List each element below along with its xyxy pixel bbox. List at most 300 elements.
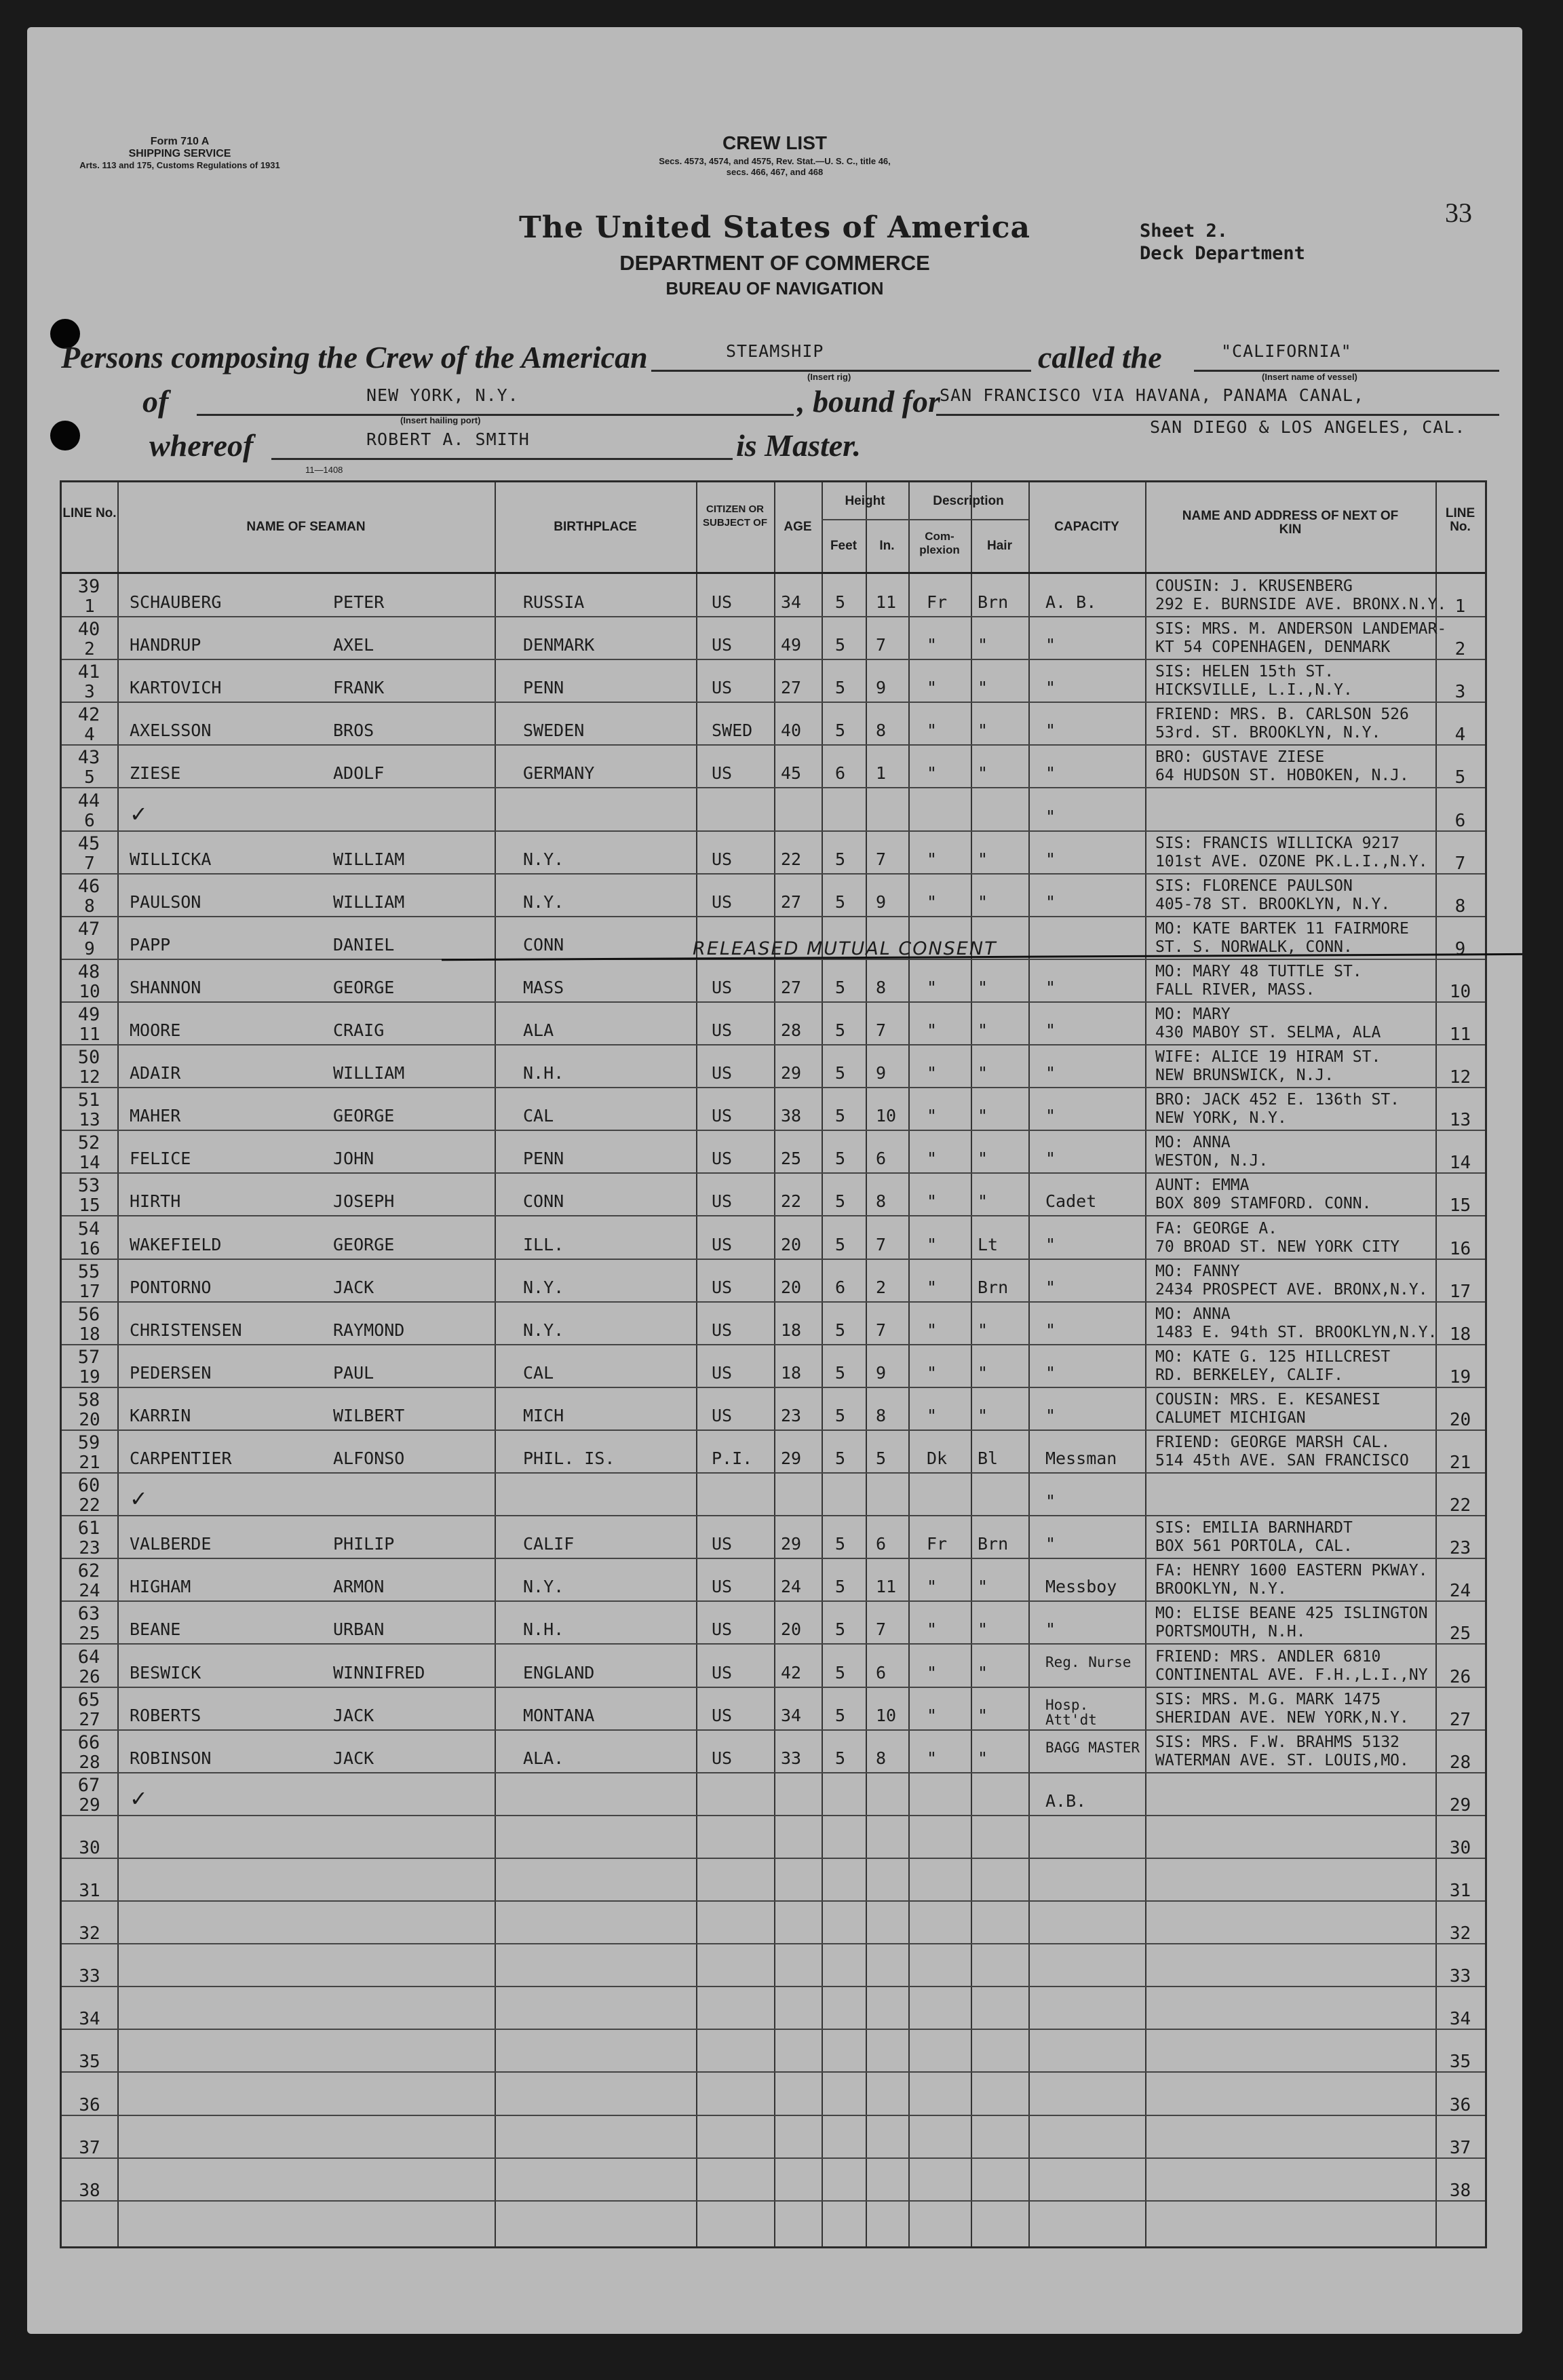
next-of-kin-address: 430 MABOY ST. SELMA, ALA — [1155, 1024, 1381, 1041]
next-of-kin-name: FRIEND: MRS. B. CARLSON 526 — [1155, 706, 1409, 724]
next-of-kin-address: 405-78 ST. BROOKLYN, N.Y. — [1155, 895, 1391, 913]
line-number-right: 25 — [1449, 1624, 1471, 1645]
seaman-surname: PAULSON — [130, 891, 201, 912]
hair: " — [978, 1577, 988, 1597]
complexion: " — [927, 1320, 938, 1340]
statute-line-1: Secs. 4573, 4574, and 4575, Rev. Stat.—U. S. C., title 46, — [659, 156, 891, 166]
birthplace: PENN — [523, 1149, 564, 1169]
birthplace: CAL — [523, 1362, 554, 1383]
seaman-surname: ROBERTS — [130, 1705, 201, 1725]
next-of-kin-address: SHERIDAN AVE. NEW YORK,N.Y. — [1155, 1708, 1409, 1727]
next-of-kin-name: MO: ANNA — [1155, 1134, 1231, 1152]
height-feet: 5 — [835, 1705, 846, 1725]
height-inches: 2 — [876, 1277, 887, 1297]
seaman-surname: ZIESE — [130, 763, 181, 784]
age: 40 — [781, 721, 802, 741]
crew-serial-number: 61 — [77, 1518, 100, 1539]
birthplace: N.Y. — [523, 849, 564, 869]
seaman-given-name: CRAIG — [333, 1020, 385, 1040]
hair: " — [978, 1063, 988, 1083]
capacity: " — [1045, 1534, 1056, 1554]
height-inches: 5 — [876, 1448, 887, 1468]
line-number-right: 37 — [1449, 2137, 1471, 2158]
age: 20 — [781, 1234, 802, 1254]
crew-serial-number: 54 — [77, 1218, 100, 1240]
document-heading: The United States of America — [518, 210, 1031, 245]
hair: " — [978, 1619, 988, 1640]
label-persons: Persons composing the Crew of the American — [61, 340, 648, 375]
next-of-kin-name: MO: MARY — [1155, 1005, 1231, 1023]
line-number: 11 — [79, 1024, 100, 1045]
vessel-rig: STEAMSHIP — [726, 341, 824, 361]
crew-serial-number: 60 — [77, 1475, 100, 1497]
birthplace: MICH — [523, 1405, 564, 1425]
citizenship: US — [712, 635, 733, 655]
label-called: called the — [1038, 340, 1162, 375]
line-number-right: 21 — [1449, 1453, 1471, 1473]
hair: " — [978, 1405, 988, 1425]
seaman-given-name: AXEL — [333, 635, 374, 655]
next-of-kin-name: SIS: HELEN 15th ST. — [1155, 663, 1334, 681]
seaman-surname: WILLICKA — [130, 849, 212, 869]
line-number-right: 7 — [1454, 853, 1466, 874]
next-of-kin-address: CONTINENTAL AVE. F.H.,L.I.,NY — [1155, 1666, 1428, 1684]
line-number-right: 38 — [1449, 2180, 1471, 2201]
next-of-kin-name: WIFE: ALICE 19 HIRAM ST. — [1155, 1048, 1381, 1067]
vessel-name: "CALIFORNIA" — [1221, 341, 1352, 361]
next-of-kin-name: AUNT: EMMA — [1155, 1176, 1250, 1195]
height-feet: 5 — [835, 635, 846, 655]
next-of-kin-name: SIS: MRS. M. ANDERSON LANDEMAR- — [1155, 620, 1447, 638]
age: 49 — [781, 635, 802, 655]
line-number-right: 28 — [1449, 1752, 1471, 1773]
table-row — [62, 1816, 1485, 1859]
line-number-right: 36 — [1449, 2094, 1471, 2115]
header-height: Height — [845, 494, 885, 508]
capacity: " — [1045, 763, 1056, 784]
height-feet: 5 — [835, 1320, 846, 1340]
line-number: 10 — [79, 981, 100, 1002]
header-age: AGE — [784, 520, 812, 534]
sheet-number: Sheet 2. — [1140, 220, 1229, 242]
line-number-right: 20 — [1449, 1409, 1471, 1430]
label-is-master: is Master. — [736, 428, 862, 463]
seaman-surname: CARPENTIER — [130, 1448, 232, 1468]
line-number-right: 15 — [1449, 1195, 1471, 1216]
capacity: " — [1045, 1619, 1056, 1640]
height-feet: 5 — [835, 891, 846, 912]
height-feet: 5 — [835, 721, 846, 741]
line-number: 37 — [79, 2137, 100, 2158]
citizenship: US — [712, 1020, 733, 1040]
height-inches: 11 — [876, 592, 897, 612]
header-capacity: CAPACITY — [1054, 520, 1119, 534]
citizenship: US — [712, 1748, 733, 1768]
header-name: NAME OF SEAMAN — [246, 520, 366, 534]
height-inches: 9 — [876, 1063, 887, 1083]
next-of-kin-address: KT 54 COPENHAGEN, DENMARK — [1155, 638, 1391, 657]
complexion: " — [927, 1705, 938, 1725]
birthplace: CONN — [523, 1191, 564, 1212]
line-number-right: 31 — [1449, 1881, 1471, 1901]
seaman-given-name: PAUL — [333, 1362, 374, 1383]
capacity: " — [1045, 849, 1056, 869]
capacity: A.B. — [1045, 1790, 1087, 1811]
page-number: 33 — [1445, 197, 1472, 228]
form-regulations: Arts. 113 and 175, Customs Regulations of 1931 — [79, 160, 280, 170]
master-name: ROBERT A. SMITH — [366, 429, 530, 449]
hair: " — [978, 1149, 988, 1169]
capacity: " — [1045, 1234, 1056, 1254]
next-of-kin-address: NEW BRUNSWICK, N.J. — [1155, 1067, 1334, 1085]
next-of-kin-address: HICKSVILLE, L.I.,N.Y. — [1155, 681, 1353, 699]
next-of-kin-address: 1483 E. 94th ST. BROOKLYN,N.Y. — [1155, 1323, 1437, 1341]
next-of-kin-address: CALUMET MICHIGAN — [1155, 1408, 1306, 1427]
height-feet: 6 — [835, 1277, 846, 1297]
crew-serial-number: 41 — [77, 661, 100, 683]
line-number-right: 5 — [1454, 767, 1466, 788]
height-inches: 6 — [876, 1662, 887, 1683]
department-note: Deck Department — [1140, 243, 1305, 264]
table-row — [62, 1174, 1485, 1216]
height-feet: 5 — [835, 1748, 846, 1768]
complexion: " — [927, 678, 938, 698]
next-of-kin-address: PORTSMOUTH, N.H. — [1155, 1623, 1306, 1641]
department-name: DEPARTMENT OF COMMERCE — [619, 251, 930, 275]
complexion: " — [927, 635, 938, 655]
line-number-right: 30 — [1449, 1837, 1471, 1858]
line-number: 8 — [84, 896, 95, 917]
age: 34 — [781, 1705, 802, 1725]
height-feet: 5 — [835, 1448, 846, 1468]
seaman-given-name: ADOLF — [333, 763, 385, 784]
table-row — [62, 1516, 1485, 1559]
line-number: 16 — [79, 1238, 100, 1259]
capacity: " — [1045, 1106, 1056, 1126]
capacity: " — [1045, 1063, 1056, 1083]
header-next-of-kin: NAME AND ADDRESS OF NEXT OF KIN — [1182, 509, 1399, 537]
line-number: 18 — [79, 1324, 100, 1345]
age: 45 — [781, 763, 802, 784]
port-caption: (Insert hailing port) — [400, 415, 481, 425]
crew-serial-number: 44 — [77, 790, 100, 811]
next-of-kin-address: ST. S. NORWALK, CONN. — [1155, 938, 1353, 956]
crew-serial-number: 56 — [77, 1303, 100, 1325]
height-inches: 9 — [876, 678, 887, 698]
seaman-given-name: DANIEL — [333, 934, 395, 955]
height-inches: 7 — [876, 1619, 887, 1640]
capacity: " — [1045, 1149, 1056, 1169]
seaman-surname: PAPP — [130, 934, 171, 955]
seaman-surname: MOORE — [130, 1020, 181, 1040]
capacity: " — [1045, 1491, 1056, 1512]
header-birthplace: BIRTHPLACE — [554, 520, 637, 534]
crew-serial-number: 51 — [77, 1090, 100, 1111]
seaman-surname: KARTOVICH — [130, 678, 222, 698]
line-number-right: 22 — [1449, 1495, 1471, 1516]
line-number-right: 2 — [1454, 639, 1466, 660]
birthplace: DENMARK — [523, 635, 595, 655]
table-row — [62, 1345, 1485, 1388]
line-number-right: 19 — [1449, 1366, 1471, 1387]
capacity: " — [1045, 678, 1056, 698]
citizenship: US — [712, 1149, 733, 1169]
line-number: 17 — [79, 1281, 100, 1302]
seaman-surname: ROBINSON — [130, 1748, 212, 1768]
table-row — [62, 960, 1485, 1003]
birthplace: N.Y. — [523, 1577, 564, 1597]
line-number-right: 17 — [1449, 1281, 1471, 1302]
height-feet: 5 — [835, 849, 846, 869]
seaman-surname: BEANE — [130, 1619, 181, 1640]
line-number-right: 9 — [1454, 938, 1466, 959]
capacity: " — [1045, 1405, 1056, 1425]
crew-serial-number: 45 — [77, 832, 100, 854]
height-inches: 8 — [876, 1191, 887, 1212]
binder-hole — [50, 421, 80, 450]
line-number: 31 — [79, 1881, 100, 1901]
line-number-right: 1 — [1454, 596, 1466, 617]
height-inches: 8 — [876, 1748, 887, 1768]
complexion: " — [927, 763, 938, 784]
seaman-given-name: FRANK — [333, 678, 385, 698]
line-number: 26 — [79, 1666, 100, 1687]
complexion: Fr — [927, 1534, 948, 1554]
next-of-kin-address: RD. BERKELEY, CALIF. — [1155, 1366, 1343, 1384]
line-number: 20 — [79, 1409, 100, 1430]
age: 18 — [781, 1320, 802, 1340]
citizenship: SWED — [712, 721, 753, 741]
line-number-right: 3 — [1454, 682, 1466, 703]
crew-serial-number: 67 — [77, 1774, 100, 1796]
height-inches: 6 — [876, 1149, 887, 1169]
next-of-kin-name: MO: MARY 48 TUTTLE ST. — [1155, 962, 1362, 980]
line-number: 5 — [84, 767, 95, 788]
next-of-kin-name: BRO: JACK 452 E. 136th ST. — [1155, 1091, 1400, 1109]
table-row — [62, 2159, 1485, 2202]
vessel-name-caption: (Insert name of vessel) — [1262, 372, 1357, 382]
label-of: of — [142, 384, 169, 419]
hair: " — [978, 1191, 988, 1212]
next-of-kin-name: FA: GEORGE A. — [1155, 1219, 1278, 1237]
line-number: 24 — [79, 1581, 100, 1602]
header-citizen: CITIZEN OR SUBJECT OF — [702, 503, 767, 529]
line-number: 33 — [79, 1966, 100, 1987]
birthplace: GERMANY — [523, 763, 595, 784]
height-inches: 8 — [876, 1405, 887, 1425]
complexion: " — [927, 1619, 938, 1640]
header-description: Description — [933, 494, 1004, 508]
age: 42 — [781, 1662, 802, 1683]
birthplace: MONTANA — [523, 1705, 595, 1725]
seaman-given-name: ALFONSO — [333, 1448, 405, 1468]
capacity: BAGG MASTER — [1045, 1739, 1140, 1756]
next-of-kin-address: FALL RIVER, MASS. — [1155, 980, 1315, 999]
citizenship: US — [712, 1705, 733, 1725]
crew-serial-number: 43 — [77, 747, 100, 769]
table-row — [62, 1559, 1485, 1602]
citizenship: US — [712, 891, 733, 912]
seaman-given-name: WILBERT — [333, 1405, 405, 1425]
complexion: " — [927, 1748, 938, 1768]
height-inches: 7 — [876, 1320, 887, 1340]
line-number: 14 — [79, 1153, 100, 1174]
hair: " — [978, 1662, 988, 1683]
line-number-right: 34 — [1449, 2009, 1471, 2030]
complexion: " — [927, 1362, 938, 1383]
capacity: A. B. — [1045, 592, 1097, 612]
next-of-kin-name: COUSIN: MRS. E. KESANESI — [1155, 1390, 1381, 1408]
line-number-right: 6 — [1454, 810, 1466, 831]
height-feet: 5 — [835, 592, 846, 612]
table-row — [62, 1131, 1485, 1174]
capacity: " — [1045, 1320, 1056, 1340]
seaman-given-name: URBAN — [333, 1619, 385, 1640]
complexion: Dk — [927, 1448, 948, 1468]
height-inches: 1 — [876, 763, 887, 784]
table-row — [62, 1431, 1485, 1474]
citizenship: US — [712, 763, 733, 784]
age: 22 — [781, 1191, 802, 1212]
birthplace: CONN — [523, 934, 564, 955]
birthplace: RUSSIA — [523, 592, 585, 612]
citizenship: US — [712, 849, 733, 869]
height-inches: 6 — [876, 1534, 887, 1554]
line-number: 21 — [79, 1453, 100, 1473]
line-number: 32 — [79, 1923, 100, 1944]
seaman-given-name: RAYMOND — [333, 1320, 405, 1340]
table-row — [62, 832, 1485, 875]
age: 29 — [781, 1448, 802, 1468]
height-feet: 5 — [835, 1234, 846, 1254]
line-number: 27 — [79, 1709, 100, 1730]
line-number-right: 27 — [1449, 1709, 1471, 1730]
form-number: Form 710 A — [150, 136, 210, 147]
complexion: " — [927, 721, 938, 741]
next-of-kin-address: 53rd. ST. BROOKLYN, N.Y. — [1155, 724, 1381, 742]
crew-serial-number: 40 — [77, 619, 100, 640]
citizenship: US — [712, 1662, 733, 1683]
age: 18 — [781, 1362, 802, 1383]
age: 24 — [781, 1577, 802, 1597]
line-number-right: 24 — [1449, 1581, 1471, 1602]
complexion: " — [927, 849, 938, 869]
line-number: 36 — [79, 2094, 100, 2115]
next-of-kin-name: FRIEND: MRS. ANDLER 6810 — [1155, 1647, 1381, 1666]
header-line-no: LINE No. — [62, 506, 117, 520]
hair: " — [978, 1362, 988, 1383]
height-feet: 5 — [835, 1063, 846, 1083]
seaman-surname: SHANNON — [130, 977, 201, 997]
line-number: 4 — [84, 725, 95, 746]
height-feet: 5 — [835, 977, 846, 997]
capacity: " — [1045, 1362, 1056, 1383]
line-number-right: 11 — [1449, 1024, 1471, 1045]
seaman-surname: MAHER — [130, 1106, 181, 1126]
age: 34 — [781, 592, 802, 612]
table-row — [62, 1987, 1485, 2030]
capacity: " — [1045, 721, 1056, 741]
next-of-kin-name: MO: KATE G. 125 HILLCREST — [1155, 1347, 1391, 1366]
table-row — [62, 703, 1485, 746]
height-feet: 5 — [835, 678, 846, 698]
seaman-given-name: PHILIP — [333, 1534, 395, 1554]
citizenship: US — [712, 977, 733, 997]
hair: Lt — [978, 1234, 999, 1254]
height-inches: 9 — [876, 891, 887, 912]
seaman-given-name: GEORGE — [333, 1234, 395, 1254]
line-number-right: 23 — [1449, 1538, 1471, 1559]
citizenship: US — [712, 1405, 733, 1425]
table-row — [62, 1688, 1485, 1731]
seaman-surname: CHRISTENSEN — [130, 1320, 242, 1340]
line-number-right: 32 — [1449, 1923, 1471, 1944]
height-feet: 5 — [835, 1191, 846, 1212]
hair: " — [978, 678, 988, 698]
seaman-given-name: JOSEPH — [333, 1191, 395, 1212]
seaman-surname: PEDERSEN — [130, 1362, 212, 1383]
table-row — [62, 1388, 1485, 1431]
height-feet: 5 — [835, 1106, 846, 1126]
seaman-given-name: JACK — [333, 1277, 374, 1297]
next-of-kin-name: MO: ANNA — [1155, 1305, 1231, 1323]
height-feet: 5 — [835, 1020, 846, 1040]
line-number: 9 — [84, 938, 95, 959]
next-of-kin-address: BOX 561 PORTOLA, CAL. — [1155, 1537, 1353, 1556]
crew-serial-number: 55 — [77, 1261, 100, 1282]
age: 29 — [781, 1063, 802, 1083]
height-feet: 5 — [835, 1149, 846, 1169]
line-number-right: 8 — [1454, 896, 1466, 917]
line-number: 19 — [79, 1366, 100, 1387]
citizenship: US — [712, 1362, 733, 1383]
header-hair: Hair — [987, 539, 1012, 553]
complexion: " — [927, 977, 938, 997]
hair: " — [978, 763, 988, 784]
height-inches: 10 — [876, 1705, 897, 1725]
capacity: " — [1045, 806, 1056, 826]
seaman-surname: ADAIR — [130, 1063, 181, 1083]
next-of-kin-address: 70 BROAD ST. NEW YORK CITY — [1155, 1237, 1400, 1256]
age: 27 — [781, 891, 802, 912]
next-of-kin-address: 514 45th AVE. SAN FRANCISCO — [1155, 1452, 1409, 1470]
crew-serial-number: 42 — [77, 704, 100, 726]
citizenship: US — [712, 1534, 733, 1554]
line-number: 38 — [79, 2180, 100, 2201]
birthplace: PHIL. IS. — [523, 1448, 615, 1468]
crew-serial-number: 64 — [77, 1646, 100, 1668]
birthplace: ILL. — [523, 1234, 564, 1254]
crew-serial-number: 46 — [77, 875, 100, 897]
header-inches: In. — [879, 539, 895, 553]
birthplace: N.H. — [523, 1063, 564, 1083]
capacity: " — [1045, 977, 1056, 997]
height-inches: 8 — [876, 977, 887, 997]
line-number-right: 18 — [1449, 1324, 1471, 1345]
citizenship: US — [712, 1234, 733, 1254]
birthplace: ALA — [523, 1020, 554, 1040]
complexion: " — [927, 1063, 938, 1083]
seaman-given-name: PETER — [333, 592, 385, 612]
height-feet: 6 — [835, 763, 846, 784]
hair: " — [978, 1705, 988, 1725]
capacity: " — [1045, 891, 1056, 912]
print-code: 11—1408 — [305, 465, 343, 475]
next-of-kin-name: FA: HENRY 1600 EASTERN PKWAY. — [1155, 1562, 1428, 1580]
table-row — [62, 789, 1485, 832]
hair: " — [978, 1106, 988, 1126]
next-of-kin-address: BROOKLYN, N.Y. — [1155, 1580, 1287, 1598]
